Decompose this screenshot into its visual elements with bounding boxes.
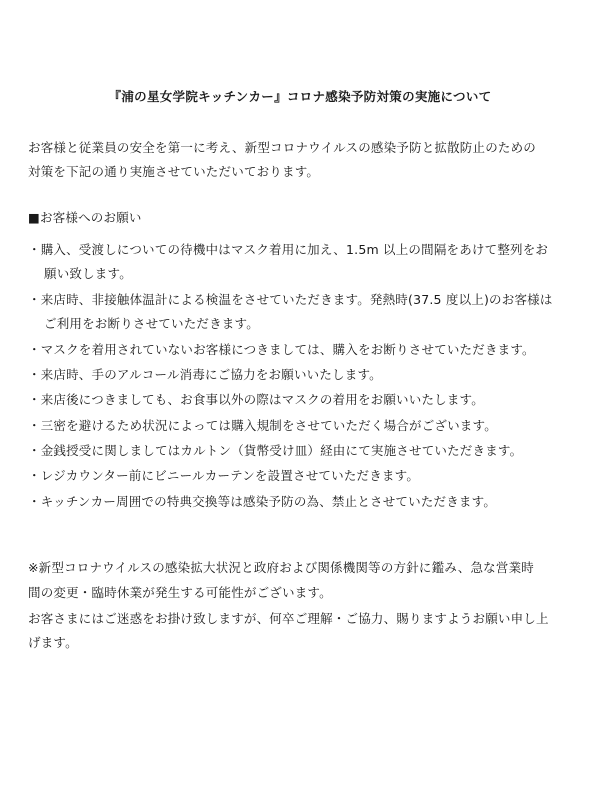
closing-paragraph-2 xyxy=(28,607,572,656)
list-item xyxy=(28,288,572,337)
list-item xyxy=(28,414,572,438)
list-item-line-1: ・マスクを着用されていないお客様につきましては、購入をお断りさせていただきます。 xyxy=(28,341,535,357)
page-title: 『浦の星女学院キッチンカー』コロナ感染予防対策の実施について xyxy=(108,89,492,104)
list-item-line-1: ・レジカウンター前にビニールカーテンを設置させていただきます。 xyxy=(28,468,420,484)
list-item xyxy=(28,388,572,412)
document-page xyxy=(0,88,600,793)
list-item-line-1: ・金銭授受に関しましてはカルトン（貨幣受け皿）経由にて実施させていただきます。 xyxy=(28,443,523,458)
closing-notes xyxy=(28,556,572,656)
list-item-line-2: ご利用をお断りさせていただきます。 xyxy=(44,316,259,332)
closing-p2-line-1: お客さまにはご迷惑をお掛け致しますが、何卒ご理解・ご協力、賜りますようお願い申し上 xyxy=(28,610,549,626)
intro-paragraph xyxy=(28,136,572,185)
list-item xyxy=(28,238,572,287)
list-item xyxy=(28,338,572,362)
list-item xyxy=(28,490,572,514)
list-item-line-1: ・来店時、非接触体温計による検温をさせていただきます。発熱時(37.5 度以上)のお客様は xyxy=(28,291,553,307)
list-item-line-1: ・三密を避けるため状況によっては購入規制をさせていただく場合がございます。 xyxy=(28,417,497,433)
intro-line-2: 対策を下記の通り実施させていただいております。 xyxy=(28,163,320,179)
list-item xyxy=(28,464,572,488)
list-item-line-1: ・キッチンカー周囲での特典交換等は感染予防の為、禁止とさせていただきます。 xyxy=(28,493,497,509)
list-item-line-1: ・来店時、手のアルコール消毒にご協力をお願いいたします。 xyxy=(28,366,382,382)
list-item xyxy=(28,439,572,463)
closing-p1-line-1: ※新型コロナウイルスの感染拡大状況と政府および関係機関等の方針に鑑み、急な営業時 xyxy=(28,560,534,576)
list-item-line-1: ・購入、受渡しについての待機中はマスク着用に加え、1.5m 以上の間隔をあけて整列をお xyxy=(28,242,549,257)
closing-p1-line-2: 間の変更・臨時休業が発生する可能性がございます。 xyxy=(28,584,332,600)
section-heading-request: ■お客様へのお願い xyxy=(28,210,142,226)
closing-p2-line-2: げます。 xyxy=(28,635,78,651)
closing-paragraph-1 xyxy=(28,556,572,605)
intro-line-1: お客様と従業員の安全を第一に考え、新型コロナウイルスの感染予防と拡散防止のための xyxy=(28,139,537,155)
request-bullet-list xyxy=(28,238,572,514)
list-item xyxy=(28,363,572,387)
list-item-line-1: ・来店後につきましても、お食事以外の際はマスクの着用をお願いいたします。 xyxy=(28,392,484,408)
list-item-line-2: 願い致します。 xyxy=(44,266,132,282)
